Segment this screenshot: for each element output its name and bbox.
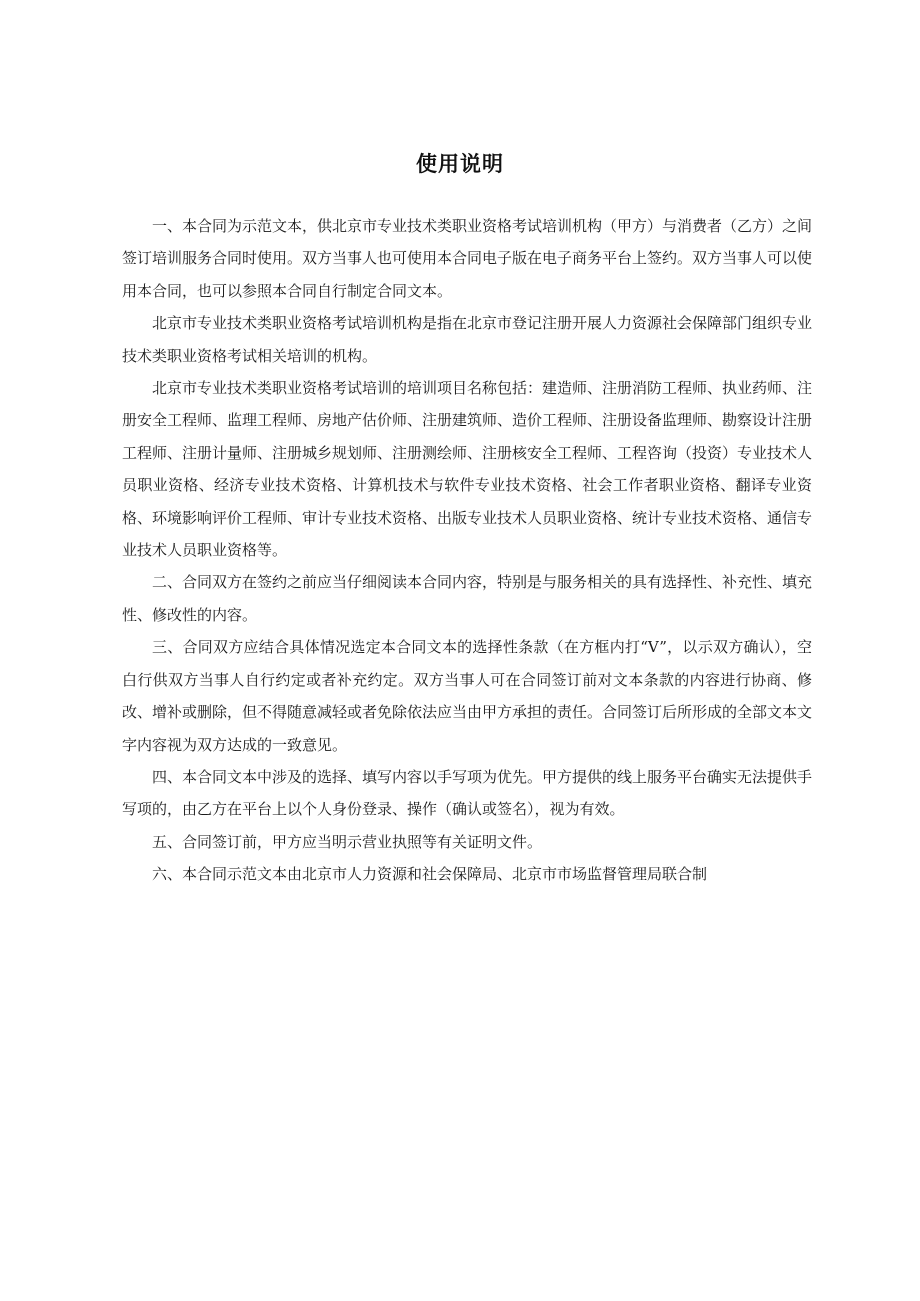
paragraph-6: 四、本合同文本中涉及的选择、填写内容以手写项为优先。甲方提供的线上服务平台确实无法提供手写项的，由乙方在平台上以个人身份登录、操作（确认或签名），视为有效。	[122, 767, 813, 819]
paragraph-3: 北京市专业技术类职业资格考试培训的培训项目名称包括：建造师、注册消防工程师、执业药师、注册安全工程师、监理工程师、房地产估价师、注册建筑师、造价工程师、注册设备监理师、勘察设计注册工程师、注册计量师、注册城乡规划师、注册测绘师、注册核安全工程师、工程咨询（投资）专业技术人员职业资格、经济专业技术资格、计算机技术与软件专业技术资格、社会工作者职业资格、翻译专业资格、环境影响评价工程师、审计专业技术资格、出版专业技术人员职业资格、统计专业技术资格、通信专业技术人员职业资格等。	[122, 379, 813, 560]
paragraph-8: 六、本合同示范文本由北京市人力资源和社会保障局、北京市市场监督管理局联合制	[152, 865, 708, 884]
document-body	[122, 210, 812, 891]
paragraph-1: 一、本合同为示范文本，供北京市专业技术类职业资格考试培训机构（甲方）与消费者（乙方）之间签订培训服务合同时使用。双方当事人也可使用本合同电子版在电子商务平台上签约。双方当事人可以使用本合同，也可以参照本合同自行制定合同文本。	[122, 217, 813, 300]
paragraph-5: 三、合同双方应结合具体情况选定本合同文本的选择性条款（在方框内打“V”，以示双方确认），空白行供双方当事人自行约定或者补充约定。双方当事人可在合同签订前对文本条款的内容进行协商、修改、增补或删除，但不得随意减轻或者免除依法应当由甲方承担的责任。合同签订后所形成的全部文本文字内容视为双方达成的一致意见。	[122, 638, 813, 754]
paragraph-2: 北京市专业技术类职业资格考试培训机构是指在北京市登记注册开展人力资源社会保障部门组织专业技术类职业资格考试相关培训的机构。	[122, 314, 813, 365]
paragraph-7: 五、合同签订前，甲方应当明示营业执照等有关证明文件。	[152, 832, 543, 851]
paragraph-4: 二、合同双方在签约之前应当仔细阅读本合同内容，特别是与服务相关的具有选择性、补充性、填充性、修改性的内容。	[122, 573, 813, 624]
document-title: 使用说明	[416, 152, 504, 176]
